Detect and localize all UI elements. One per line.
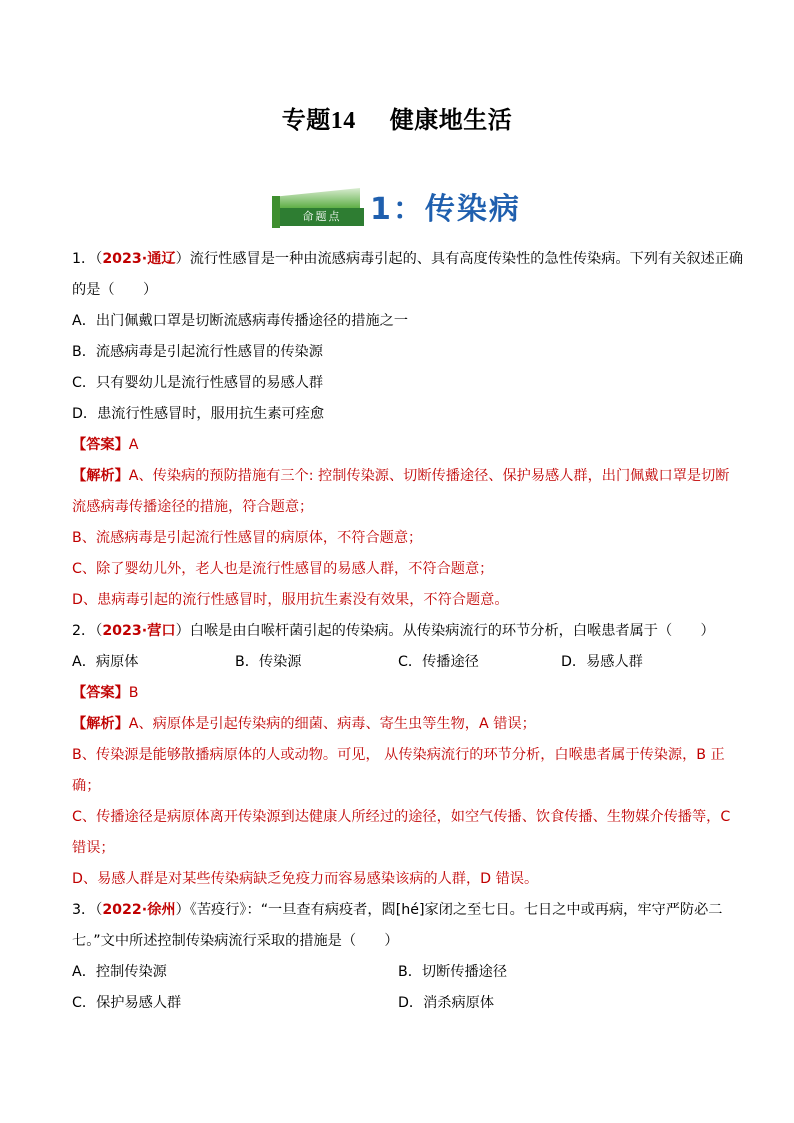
q2-analysis-4: C、传播途径是病原体离开传染源到达健康人所经过的途径，如空气传播、饮食传播、生物媒介传播等，C bbox=[72, 809, 731, 825]
title-prefix: 专题 bbox=[281, 106, 331, 134]
q1-analysis-5: D、患病毒引起的流行性感冒时，服用抗生素没有效果，不符合题意。 bbox=[72, 592, 509, 608]
q1-analysis-2: 流感病毒传播途径的措施，符合题意； bbox=[72, 499, 314, 515]
title-number: 14 bbox=[330, 108, 356, 134]
q2-option-d: D．易感人群 bbox=[561, 654, 643, 670]
q1-analysis-1: 【解析】A、传染病的预防措施有三个: 控制传染源、切断传播途径、保护易感人群，出门佩戴口罩是切断 bbox=[72, 468, 730, 484]
questions bbox=[72, 244, 744, 1019]
q1-option-a: A．出门佩戴口罩是切断流感病毒传播途径的措施之一 bbox=[72, 313, 409, 329]
q1-stem: 1．（2023·通辽）流行性感冒是一种由流感病毒引起的、具有高度传染性的急性传染病。下列有关叙述正确 bbox=[72, 251, 744, 267]
q2-options bbox=[72, 647, 724, 678]
q2-source: 2023·营口 bbox=[102, 623, 176, 639]
q2-analysis-5: 错误； bbox=[72, 840, 115, 856]
q3-stem: 3．（2022·徐州）《苦疫行》：“一旦查有病疫者，閻[hé]家闭之至七日。七日之中或再病，牢守严防必二 bbox=[72, 902, 723, 918]
title-topic: 健康地生活 bbox=[389, 106, 513, 134]
q3-option-c: C．保护易感人群 bbox=[72, 995, 182, 1011]
flag-label: 命题点 bbox=[280, 208, 364, 226]
q3-option-a: A．控制传染源 bbox=[72, 964, 167, 980]
section-banner bbox=[0, 188, 794, 232]
q2-option-a: A．病原体 bbox=[72, 654, 139, 670]
q2-analysis-2: B、传染源是能够散播病原体的人或动物。可见， 从传染病流行的环节分析，白喉患者属于传染源，B 正 bbox=[72, 747, 725, 763]
q2-stem: 2．（2023·营口）白喉是由白喉杆菌引起的传染病。从传染病流行的环节分析，白喉患者属于（ ） bbox=[72, 623, 715, 639]
q3-source: 2022·徐州 bbox=[102, 902, 176, 918]
q2-analysis-1: 【解析】A、病原体是引起传染病的细菌、病毒、寄生虫等生物，A 错误； bbox=[72, 716, 536, 732]
q1-answer: 【答案】A bbox=[72, 437, 139, 453]
q2-analysis-3: 确； bbox=[72, 778, 101, 794]
q3-option-d: D．消杀病原体 bbox=[398, 995, 495, 1011]
q1-analysis-4: C、除了婴幼儿外，老人也是流行性感冒的易感人群，不符合题意； bbox=[72, 561, 494, 577]
q3-option-b: B．切断传播途径 bbox=[398, 964, 508, 980]
q2-option-c: C．传播途径 bbox=[398, 654, 479, 670]
page-title bbox=[0, 100, 794, 135]
q3-options-row2 bbox=[72, 988, 724, 1019]
q1-option-b: B．流感病毒是引起流行性感冒的传染源 bbox=[72, 344, 323, 360]
q1-analysis-3: B、流感病毒是引起流行性感冒的病原体，不符合题意； bbox=[72, 530, 423, 546]
q1-option-d: D．患流行性感冒时，服用抗生素可痊愈 bbox=[72, 406, 325, 422]
q1-source: 2023·通辽 bbox=[102, 251, 176, 267]
q2-analysis-6: D、易感人群是对某些传染病缺乏免疫力而容易感染该病的人群，D 错误。 bbox=[72, 871, 539, 887]
q1-stem-cont: 的是（ ） bbox=[72, 282, 158, 298]
q1-option-c: C．只有婴幼儿是流行性感冒的易感人群 bbox=[72, 375, 324, 391]
q2-answer: 【答案】B bbox=[72, 685, 139, 701]
q3-stem-cont: 七。”文中所述控制传染病流行采取的措施是（ ） bbox=[72, 933, 399, 949]
section-heading: 1：传染病 bbox=[370, 192, 521, 227]
flag-icon bbox=[272, 188, 366, 228]
q3-options-row1 bbox=[72, 957, 724, 988]
q2-option-b: B．传染源 bbox=[235, 654, 302, 670]
